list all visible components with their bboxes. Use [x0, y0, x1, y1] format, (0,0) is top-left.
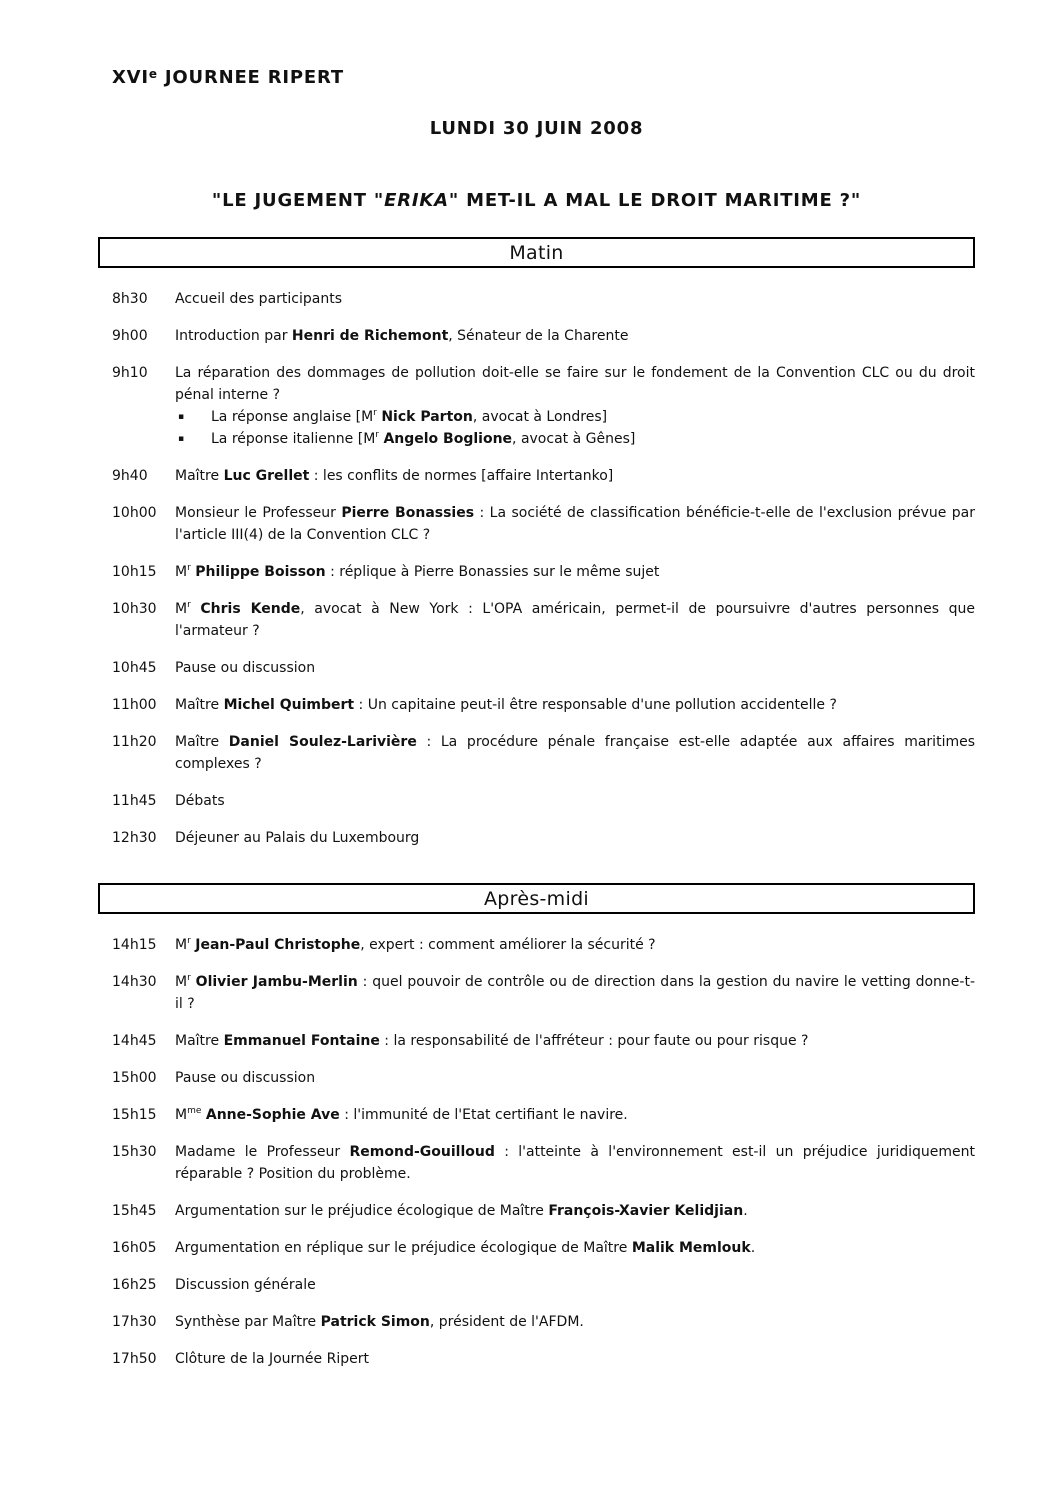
main-title-post: " MET-IL A MAL LE DROIT MARITIME ?" — [448, 190, 862, 211]
item-text — [175, 1348, 975, 1370]
schedule-item — [98, 325, 975, 347]
item-time: 10h15 — [112, 564, 157, 580]
item-description — [175, 934, 975, 956]
date-line: LUNDI 30 JUIN 2008 — [429, 118, 644, 139]
item-time: 10h00 — [112, 505, 157, 521]
text-segment: Maître — [175, 1033, 224, 1049]
event-title-rest: JOURNEE RIPERT — [157, 67, 344, 88]
text-segment: M — [175, 974, 188, 990]
text-segment: Introduction par — [175, 328, 292, 344]
item-description — [175, 325, 975, 347]
schedule-item — [98, 1141, 975, 1185]
item-description — [175, 561, 975, 583]
text-segment: Argumentation sur le préjudice écologique de Maître — [175, 1203, 549, 1219]
schedule-item — [98, 1311, 975, 1333]
item-text — [175, 325, 975, 347]
schedule-item — [98, 598, 975, 642]
item-text — [175, 598, 975, 642]
item-description — [175, 1141, 975, 1185]
item-time: 17h30 — [112, 1314, 157, 1330]
event-title-num: XVI — [112, 67, 149, 88]
text-segment: La réponse italienne [M — [211, 431, 376, 447]
text-segment: : quel pouvoir de contrôle ou de direction dans la gestion du navire le vetting donne-t-il ? — [175, 974, 976, 1012]
text-segment: r — [187, 936, 191, 946]
item-text — [175, 934, 975, 956]
item-description — [175, 1311, 975, 1333]
text-segment: : l'atteinte à l'environnement est-il un préjudice juridiquement réparable ? Position du problème. — [175, 1144, 976, 1182]
main-title-pre: "LE JUGEMENT " — [211, 190, 385, 211]
item-time: 10h45 — [112, 660, 157, 676]
text-segment: . — [743, 1203, 748, 1219]
schedule-item — [98, 731, 975, 775]
square-bullet-icon: ▪ — [178, 434, 185, 444]
text-segment: : les conflits de normes [affaire Intertanko] — [309, 468, 614, 484]
item-description — [175, 971, 975, 1015]
item-time: 9h10 — [112, 365, 148, 381]
item-text — [175, 1237, 975, 1259]
item-text — [175, 1104, 975, 1126]
bullet-item — [175, 406, 975, 428]
text-segment: M — [175, 937, 188, 953]
text-segment: Madame le Professeur — [175, 1144, 350, 1160]
person-name: Anne-Sophie Ave — [205, 1107, 340, 1123]
square-bullet-icon: ▪ — [178, 412, 185, 422]
item-time: 15h45 — [112, 1203, 157, 1219]
item-time: 17h50 — [112, 1351, 157, 1367]
text-segment: Maître — [175, 697, 224, 713]
schedule-item — [98, 1274, 975, 1296]
text-segment: : Un capitaine peut-il être responsable d'une pollution accidentelle ? — [354, 697, 837, 713]
person-name: Pierre Bonassies — [341, 505, 475, 521]
schedule-item — [98, 1030, 975, 1052]
text-segment: r — [187, 563, 191, 573]
section-title: Matin — [509, 241, 564, 264]
item-description — [175, 1104, 975, 1126]
item-text — [175, 731, 975, 775]
item-text — [175, 790, 975, 812]
item-description — [175, 502, 975, 546]
text-segment: : l'immunité de l'Etat certifiant le navire. — [339, 1107, 628, 1123]
person-name: Nick Parton — [381, 409, 473, 425]
schedule-item — [98, 561, 975, 583]
main-title-erika: ERIKA — [384, 190, 449, 211]
item-description — [175, 731, 975, 775]
event-title-ordinal-sup: e — [148, 67, 158, 81]
item-description — [175, 657, 975, 679]
text-segment: Clôture de la Journée Ripert — [175, 1351, 369, 1367]
text-segment: r — [187, 600, 191, 610]
item-text — [175, 1274, 975, 1296]
item-text — [175, 502, 975, 546]
text-segment: : La procédure pénale française est-elle adaptée aux affaires maritimes complexes ? — [175, 734, 975, 772]
item-text — [175, 1067, 975, 1089]
item-time: 15h00 — [112, 1070, 157, 1086]
item-description — [175, 1237, 975, 1259]
bullet-item — [175, 428, 975, 450]
text-segment: Argumentation en réplique sur le préjudice écologique de Maître — [175, 1240, 632, 1256]
item-description — [175, 362, 975, 406]
text-segment: : la responsabilité de l'affréteur : pour faute ou pour risque ? — [379, 1033, 809, 1049]
item-time: 11h45 — [112, 793, 157, 809]
section-header — [98, 883, 975, 914]
person-name: Luc Grellet — [223, 468, 310, 484]
main-title — [98, 189, 975, 213]
text-segment: , avocat à Gênes] — [512, 431, 636, 447]
item-description — [175, 1030, 975, 1052]
item-description — [175, 598, 975, 642]
text-segment: Pause ou discussion — [175, 660, 316, 676]
item-time: 15h30 — [112, 1144, 157, 1160]
text-segment: M — [175, 1107, 188, 1123]
item-time: 16h25 — [112, 1277, 157, 1293]
schedule — [98, 237, 975, 1370]
schedule-item — [98, 657, 975, 679]
item-description — [175, 694, 975, 716]
item-text — [175, 1200, 975, 1222]
text-segment: Débats — [175, 793, 225, 809]
person-name: Jean-Paul Christophe — [195, 937, 361, 953]
item-time: 14h30 — [112, 974, 157, 990]
schedule-item — [98, 1348, 975, 1370]
item-time: 9h40 — [112, 468, 148, 484]
text-segment: La réponse anglaise [M — [211, 409, 374, 425]
schedule-item — [98, 1200, 975, 1222]
item-text — [175, 1030, 975, 1052]
person-name: Emmanuel Fontaine — [223, 1033, 380, 1049]
text-segment: Monsieur le Professeur — [175, 505, 342, 521]
text-segment: Maître — [175, 734, 229, 750]
person-name: Chris Kende — [200, 601, 301, 617]
text-segment: r — [375, 430, 379, 440]
schedule-item — [98, 1067, 975, 1089]
text-segment: . — [750, 1240, 756, 1256]
item-description — [175, 1067, 975, 1089]
text-segment: Maître — [175, 468, 224, 484]
item-time: 14h15 — [112, 937, 157, 953]
person-name: François-Xavier Kelidjian — [548, 1203, 744, 1219]
schedule-item — [98, 465, 975, 487]
bullet-text — [211, 406, 975, 428]
text-segment: , avocat à Londres] — [472, 409, 608, 425]
text-segment: M — [175, 601, 188, 617]
item-time: 15h15 — [112, 1107, 157, 1123]
item-time: 8h30 — [112, 291, 148, 307]
text-segment: La réparation des dommages de pollution doit-elle se faire sur le fondement de la Convention CLC ou du droit pénal interne ? — [175, 365, 975, 403]
text-segment: , expert : comment améliorer la sécurité ? — [360, 937, 656, 953]
bullet-text — [211, 428, 975, 450]
schedule-item — [98, 934, 975, 956]
event-title — [112, 66, 975, 90]
item-time: 11h00 — [112, 697, 157, 713]
item-description — [175, 465, 975, 487]
item-text — [175, 827, 975, 849]
schedule-item — [98, 502, 975, 546]
schedule-item — [98, 1104, 975, 1126]
text-segment: Discussion générale — [175, 1277, 316, 1293]
text-segment: , président de l'AFDM. — [429, 1314, 584, 1330]
text-segment: Accueil des participants — [175, 291, 342, 307]
schedule-item — [98, 827, 975, 849]
person-name: Olivier Jambu-Merlin — [195, 974, 358, 990]
schedule-item — [98, 1237, 975, 1259]
text-segment — [191, 601, 201, 617]
text-segment: me — [187, 1106, 202, 1116]
item-time: 11h20 — [112, 734, 157, 750]
section-title: Après-midi — [483, 887, 590, 910]
item-text — [175, 1141, 975, 1185]
item-text — [175, 465, 975, 487]
person-name: Remond-Gouilloud — [349, 1144, 495, 1160]
item-description — [175, 827, 975, 849]
item-description — [175, 790, 975, 812]
item-description — [175, 1274, 975, 1296]
person-name: Michel Quimbert — [223, 697, 355, 713]
item-description — [175, 1348, 975, 1370]
text-segment: M — [175, 564, 188, 580]
person-name: Daniel Soulez-Larivière — [228, 734, 417, 750]
schedule-item — [98, 971, 975, 1015]
schedule-item — [98, 694, 975, 716]
item-text — [175, 1311, 975, 1333]
item-time: 14h45 — [112, 1033, 157, 1049]
text-segment: , avocat à New York : L'OPA américain, permet-il de poursuivre d'autres personnes que l'armateur ? — [175, 601, 976, 639]
item-text — [175, 657, 975, 679]
person-name: Malik Memlouk — [631, 1240, 751, 1256]
item-time: 9h00 — [112, 328, 148, 344]
item-text — [175, 694, 975, 716]
item-text — [175, 561, 975, 583]
person-name: Henri de Richemont — [291, 328, 449, 344]
item-text — [175, 971, 975, 1015]
item-time: 16h05 — [112, 1240, 157, 1256]
schedule-item — [98, 362, 975, 450]
text-segment: Pause ou discussion — [175, 1070, 316, 1086]
item-description — [175, 288, 975, 310]
person-name: Patrick Simon — [320, 1314, 430, 1330]
item-time: 10h30 — [112, 601, 157, 617]
text-segment: r — [187, 973, 191, 983]
person-name: Philippe Boisson — [195, 564, 326, 580]
item-description — [175, 1200, 975, 1222]
schedule-item — [98, 288, 975, 310]
text-segment: r — [373, 408, 377, 418]
person-name: Angelo Boglione — [383, 431, 513, 447]
text-segment: , Sénateur de la Charente — [448, 328, 629, 344]
item-text — [175, 362, 975, 450]
schedule-item — [98, 790, 975, 812]
section-header — [98, 237, 975, 268]
text-segment: : réplique à Pierre Bonassies sur le même sujet — [325, 564, 660, 580]
text-segment: : La société de classification bénéficie-t-elle de l'exclusion prévue par l'article III(4) de la Convention CLC ? — [175, 505, 975, 543]
text-segment: Déjeuner au Palais du Luxembourg — [175, 830, 420, 846]
text-segment: Synthèse par Maître — [175, 1314, 321, 1330]
item-time: 12h30 — [112, 830, 157, 846]
item-text — [175, 288, 975, 310]
